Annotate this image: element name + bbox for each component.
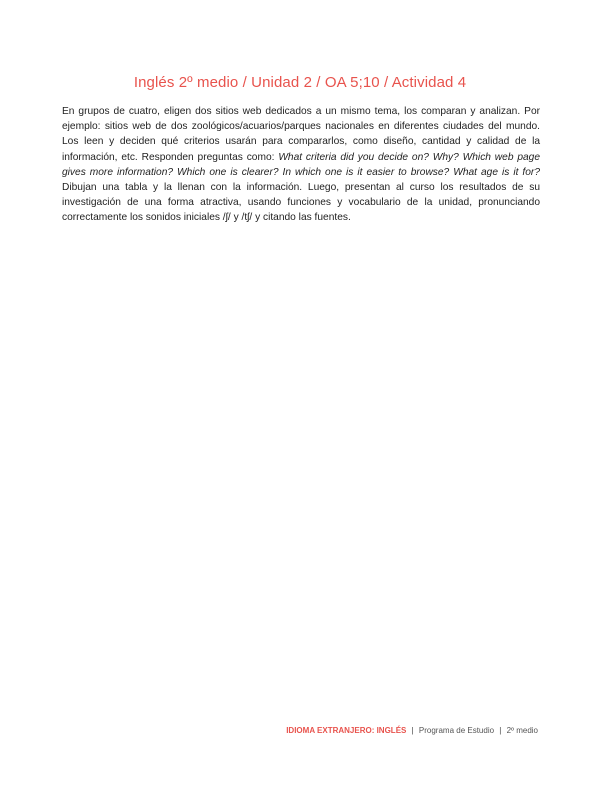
footer-subject: IDIOMA EXTRANJERO: INGLÉS [286, 726, 407, 735]
activity-questions: What criteria did you decide on? Why? Which web page gives more information? Which one is clearer? In which one is it easier to browse? What age is it for? [62, 151, 540, 178]
footer-separator: | [411, 726, 414, 735]
activity-text-intro: En grupos de cuatro, eligen dos sitios web dedicados a un mismo tema, los comparan y analizan. Por ejemplo: sitios web de dos zoológicos/acuarios/parques nacionales en diferentes ciudades del mundo. Los leen y deciden qué criterios usarán para compararlos, como diseño, cantidad y calidad de la información, etc. Responden preguntas como: [62, 106, 540, 163]
activity-description [62, 104, 540, 226]
footer-grade: 2º medio [506, 726, 538, 735]
page-title: Inglés 2º medio / Unidad 2 / OA 5;10 / Actividad 4 [133, 74, 467, 91]
footer-separator: | [499, 726, 502, 735]
activity-text-closing: Dibujan una tabla y la llenan con la información. Luego, presentan al curso los resultados de su investigación de una forma atractiva, usando funciones y vocabulario de la unidad, pronunciando correctamente los sonidos iniciales /ʃ/ y /tʃ/ y citando las fuentes. [62, 182, 540, 224]
page-footer [286, 726, 538, 735]
footer-program: Programa de Estudio [418, 726, 495, 735]
